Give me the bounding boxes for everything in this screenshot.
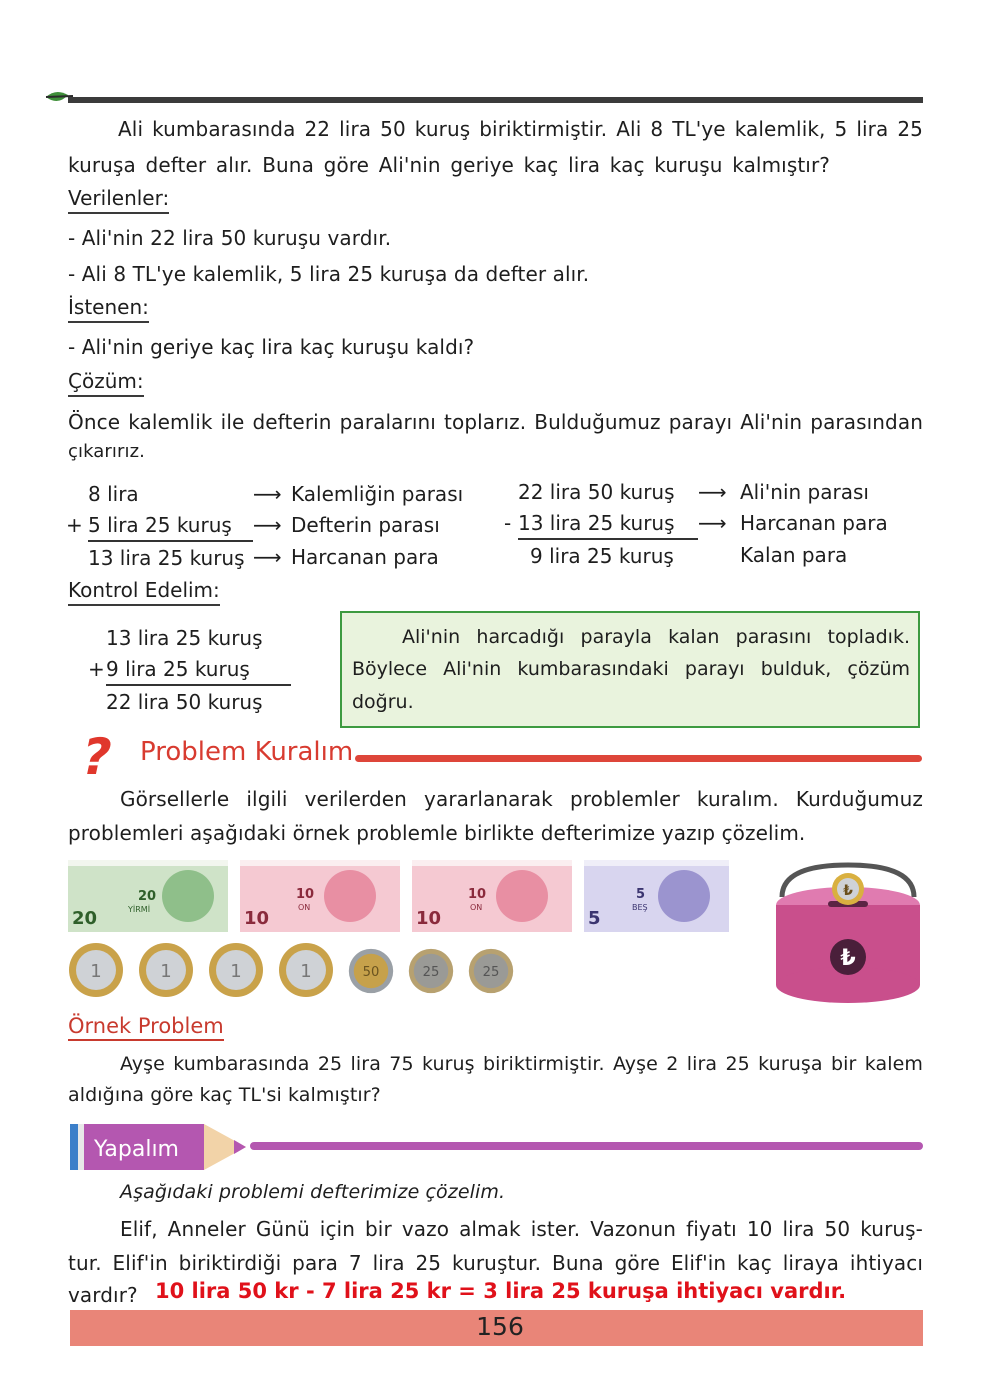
coin-25-kurus [468,948,514,994]
svg-text:1: 1 [160,961,172,982]
problem-build-line-1: Görsellerle ilgili verilerden yararlanarak problemler kuralım. Kurduğumuz [120,787,923,811]
svg-text:1: 1 [300,961,312,982]
banknote-value: 10 [244,908,270,929]
banknote-value: 10 [416,908,442,929]
svg-text:5: 5 [636,887,646,902]
subtraction-label: Kalan para [740,543,848,567]
pencil-icon [70,1122,250,1172]
asked-heading-wrap [68,295,149,323]
solution-heading-wrap [68,369,144,397]
check-value: 22 lira 50 kuruş [106,689,263,714]
coin-1-lira [278,942,334,998]
addition-row: + 5 lira 25 kuruş ⟶ Defterin parası [66,509,463,541]
check-heading-wrap [68,578,220,606]
check-row [88,622,291,653]
check-row [88,685,291,717]
example-heading: Örnek Problem [68,1014,224,1041]
page-number: 156 [476,1312,524,1341]
addition-operation [66,478,463,573]
asked-heading: İstenen: [68,295,149,323]
addition-row [66,541,463,573]
check-operation [88,622,291,717]
svg-text:?: ? [76,727,118,786]
practice-line-2: tur. Elif'in biriktirdiği para 7 lira 25 kuruştur. Buna göre Elif'in kaç liraya ihtiyacı [68,1251,923,1275]
problem-line-2: kuruşa defter alır. Buna göre Ali'nin geriye kaç lira kaç kuruşu kalmıştır? [68,153,830,177]
subtraction-operation [504,476,888,571]
subtraction-value: 9 lira 25 kuruş [530,543,674,568]
practice-divider [250,1142,923,1150]
subtraction-label: Harcanan para [740,511,888,535]
addition-value: 5 lira 25 kuruş [88,509,253,541]
svg-text:ON: ON [470,903,483,912]
given-heading: Verilenler: [68,186,169,214]
svg-text:25: 25 [482,964,500,980]
lira-symbol: ₺ [843,883,853,899]
svg-text:YİRMİ: YİRMİ [128,905,151,914]
check-note-line-1: Ali'nin harcadığı parayla kalan parasını topladık. [402,626,910,648]
practice-line-1: Elif, Anneler Günü için bir vazo almak ister. Vazonun fiyatı 10 lira 50 kuruş- [120,1217,923,1241]
svg-text:BEŞ: BEŞ [632,903,648,912]
coins-row [68,942,538,1002]
arrow-icon: ⟶ [253,545,282,569]
practice-instruction: Aşağıdaki problemi defterimize çözelim. [120,1181,506,1203]
addition-label: Kalemliğin parası [291,481,464,506]
subtraction-label: Ali'nin parası [740,479,869,504]
subtraction-row [504,476,888,507]
given-item-2: - Ali 8 TL'ye kalemlik, 5 lira 25 kuruşa da defter alır. [68,262,590,286]
solution-line-2: çıkarırız. [68,441,146,462]
problem-build-divider [355,755,922,762]
svg-text:ON: ON [298,903,311,912]
check-note-line-3: doğru. [352,691,414,713]
top-divider [68,97,923,103]
addition-label: Defterin parası [291,513,440,537]
practice-answer: 10 lira 50 kr - 7 lira 25 kr = 3 lira 25 kuruşa ihtiyacı vardır. [155,1279,847,1303]
problem-build-title: Problem Kuralım [140,737,354,767]
banknote-value: 5 [588,908,601,929]
addition-value: 8 lira [88,481,139,506]
problem-line-1: Ali kumbarasında 22 lira 50 kuruş biriktirmiştir. Ali 8 TL'ye kalemlik, 5 lira 25 [118,117,923,141]
arrow-icon: ⟶ [698,511,727,535]
question-mark-icon [76,727,130,786]
addition-row [66,478,463,509]
coin-1-lira [138,942,194,998]
svg-text:10: 10 [468,887,487,902]
svg-text:25: 25 [422,964,440,980]
arrow-icon: ⟶ [253,513,282,537]
practice-line-3: vardır? [68,1283,138,1307]
check-value: 13 lira 25 kuruş [106,625,263,650]
example-line-1: Ayşe kumbarasında 25 lira 75 kuruş biriktirmiştir. Ayşe 2 lira 25 kuruşa bir kalem [120,1053,923,1075]
given-item-1: - Ali'nin 22 lira 50 kuruşu vardır. [68,226,392,250]
arrow-icon: ⟶ [253,481,282,506]
check-value: 9 lira 25 kuruş [106,653,291,685]
money-box-icon [768,857,928,1007]
given-heading-wrap [68,186,169,214]
addition-value: 13 lira 25 kuruş [88,545,245,570]
asked-item: - Ali'nin geriye kaç lira kaç kuruşu kaldı? [68,335,475,359]
practice-title: Yapalım [94,1137,179,1162]
solution-line-1: Önce kalemlik ile defterin paralarını toplarız. Bulduğumuz parayı Ali'nin parasından [68,410,923,434]
banknote-value: 20 [72,908,98,929]
check-row: + 9 lira 25 kuruş [88,653,291,685]
check-note-line-2: Böylece Ali'nin kumbarasındaki parayı bulduk, çözüm [352,658,910,680]
svg-text:1: 1 [230,961,242,982]
check-heading: Kontrol Edelim: [68,578,220,606]
svg-text:50: 50 [362,964,380,980]
solution-heading: Çözüm: [68,369,144,397]
lira-symbol: ₺ [840,946,856,971]
check-note-box [340,611,920,728]
subtraction-row [504,539,888,571]
arrow-icon: ⟶ [698,479,727,504]
problem-build-line-2: problemleri aşağıdaki örnek problemle birlikte defterimize yazıp çözelim. [68,821,806,845]
coin-50-kurus [348,948,394,994]
addition-label: Harcanan para [291,545,439,569]
svg-text:20: 20 [138,889,157,904]
svg-text:1: 1 [90,961,102,982]
svg-text:10: 10 [296,887,315,902]
subtraction-value: 22 lira 50 kuruş [518,479,675,504]
coin-1-lira [68,942,124,998]
subtraction-row: - 13 lira 25 kuruş ⟶ Harcanan para [504,507,888,539]
example-line-2: aldığına göre kaç TL'si kalmıştır? [68,1084,381,1106]
subtraction-value: 13 lira 25 kuruş [518,507,698,539]
coin-25-kurus [408,948,454,994]
coin-1-lira [208,942,264,998]
